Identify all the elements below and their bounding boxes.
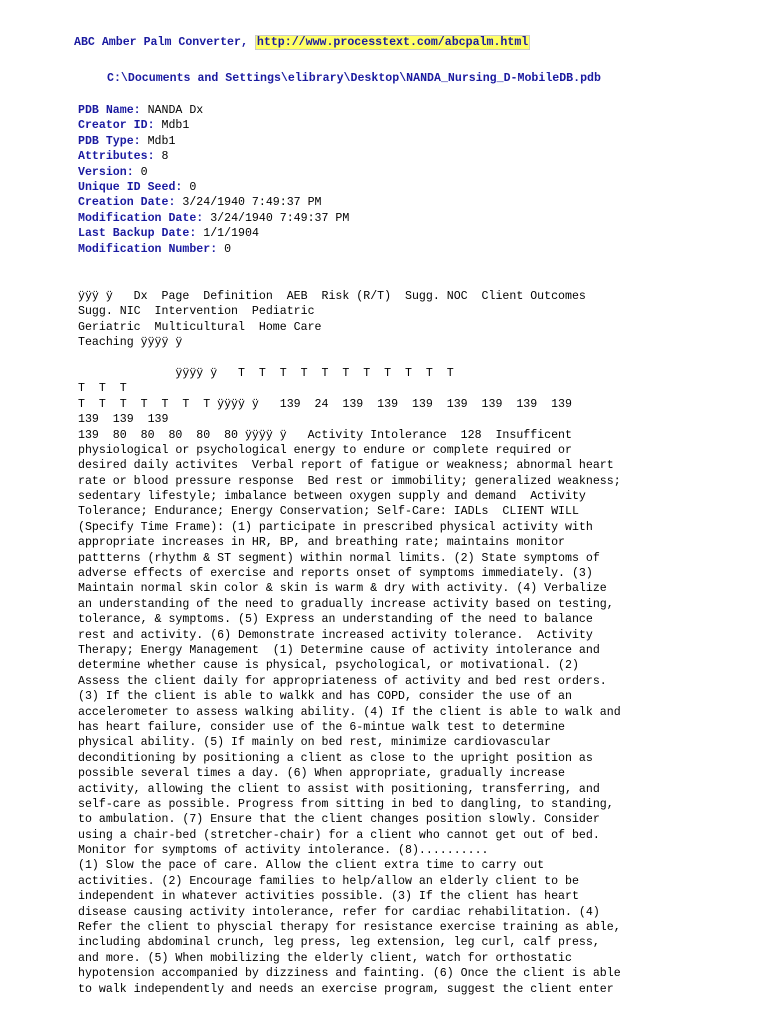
text-line: adverse effects of exercise and reports onset of symptoms immediately. (3) [78, 567, 593, 581]
text-line: appropriate increases in HR, BP, and breathing rate; maintains monitor [78, 536, 566, 550]
text-line: Therapy; Energy Management (1) Determine cause of activity intolerance and [78, 643, 600, 657]
metadata-value: 3/24/1940 7:49:37 PM [203, 211, 350, 225]
metadata-key: Modification Date: [78, 211, 204, 225]
text-line: (Specify Time Frame): (1) participate in prescribed physical activity with [78, 520, 593, 534]
metadata-row [78, 226, 349, 241]
metadata-row [78, 118, 349, 133]
text-line: determine whether cause is physical, psychological, or motivational. (2) [78, 659, 579, 673]
text-line: to walk independently and needs an exercise program, suggest the client enter [78, 982, 614, 996]
text-line: rate or blood pressure response Bed rest or immobility; generalized weakness; [78, 474, 621, 488]
text-line: ÿÿÿ ÿ Dx Page Definition AEB Risk (R/T) Sugg. NOC Client Outcomes [78, 290, 586, 303]
document-body [78, 289, 698, 997]
metadata-key: Modification Number: [78, 242, 218, 256]
metadata-key: Unique ID Seed: [78, 181, 183, 195]
text-line: pattterns (rhythm & ST segment) within normal limits. (2) State symptoms of [78, 551, 600, 565]
metadata-value: 3/24/1940 7:49:37 PM [175, 196, 322, 210]
text-line: desired daily activites Verbal report of fatigue or weakness; abnormal heart [78, 459, 614, 473]
metadata-row [78, 149, 349, 164]
text-line: Assess the client daily for appropriateness of activity and bed rest orders. [78, 674, 607, 688]
converter-title: ABC Amber Palm Converter, [74, 36, 255, 49]
text-line: using a chair-bed (stretcher-chair) for a client who cannot get out of bed. [78, 828, 600, 842]
metadata-row [78, 103, 349, 118]
text-line: including abdominal crunch, leg press, leg extension, leg curl, calf press, [78, 936, 600, 950]
text-line: T T T [78, 382, 127, 396]
metadata-key: Creation Date: [78, 196, 176, 210]
text-line: 139 139 139 [78, 413, 169, 427]
file-path: C:\Documents and Settings\elibrary\Desktop\NANDA_Nursing_D-MobileDB.pdb [107, 72, 601, 85]
metadata-key: Last Backup Date: [78, 227, 197, 241]
text-line: (3) If the client is able to walkk and has COPD, consider the use of an [78, 690, 572, 704]
metadata-value: 0 [217, 242, 232, 256]
text-line: self-care as possible. Progress from sitting in bed to dangling, to standing, [78, 797, 614, 811]
text-line: has heart failure, consider use of the 6-mintue walk test to determine [78, 720, 566, 734]
metadata-value: NANDA Dx [140, 104, 204, 117]
text-line: activity, allowing the client to assist with positioning, transferring, and [78, 782, 600, 796]
text-line: physical ability. (5) If mainly on bed rest, minimize cardiovascular [78, 736, 552, 750]
metadata-key: Version: [78, 165, 134, 179]
metadata-value: 0 [133, 165, 148, 179]
converter-link[interactable]: http://www.processtext.com/abcpalm.html [256, 36, 529, 49]
text-line: Monitor for symptoms of activity intolerance. (8).......... [78, 844, 489, 858]
metadata-row [78, 195, 349, 210]
metadata-value: Mdb1 [140, 134, 176, 148]
text-line: disease causing activity intolerance, refer for cardiac rehabilitation. (4) [78, 905, 600, 919]
pdb-metadata [78, 103, 349, 257]
text-line: Tolerance; Endurance; Energy Conservation; Self-Care: IADLs CLIENT WILL [78, 505, 579, 519]
text-line: independent in whatever activities possible. (3) If the client has heart [78, 890, 579, 904]
metadata-row [78, 211, 349, 226]
text-line: rest and activity. (6) Demonstrate increased activity tolerance. Activity [78, 628, 593, 642]
metadata-row [78, 242, 349, 257]
text-line: accelerometer to assess walking ability. (4) If the client is able to walk and [78, 705, 621, 719]
metadata-key: Attributes: [78, 150, 155, 164]
text-line: possible several times a day. (6) When appropriate, gradually increase [78, 767, 566, 781]
metadata-key: PDB Name: [78, 104, 141, 117]
metadata-value: 8 [154, 150, 169, 164]
metadata-value: 1/1/1904 [196, 227, 259, 241]
text-line: and more. (5) When mobilizing the elderly client, watch for orthostatic [78, 951, 572, 965]
metadata-key: PDB Type: [78, 134, 141, 148]
metadata-value: 0 [182, 181, 197, 195]
metadata-key: Creator ID: [78, 119, 155, 133]
converter-header [74, 36, 530, 49]
metadata-row [78, 165, 349, 180]
text-line: tolerance, & symptoms. (5) Express an understanding of the need to balance [78, 613, 593, 627]
text-line: hypotension accompanied by dizziness and fainting. (6) Once the client is able [78, 967, 621, 981]
text-line: Sugg. NIC Intervention Pediatric [78, 305, 315, 319]
text-line: Maintain normal skin color & skin is warm & dry with activity. (4) Verbalize [78, 582, 607, 596]
text-line: Teaching ÿÿÿÿ ÿ [78, 336, 183, 350]
text-line: (1) Slow the pace of care. Allow the client extra time to carry out [78, 859, 545, 873]
text-line [78, 351, 698, 366]
text-line: deconditioning by positioning a client as close to the upright position as [78, 751, 593, 765]
text-line: to ambulation. (7) Ensure that the client changes position slowly. Consider [78, 813, 600, 827]
text-line: 139 80 80 80 80 80 ÿÿÿÿ ÿ Activity Intolerance 128 Insufficent [78, 428, 572, 442]
text-line: ÿÿÿÿ ÿ T T T T T T T T T T T [78, 366, 454, 380]
text-line: activities. (2) Encourage families to help/allow an elderly client to be [78, 874, 579, 888]
text-line: Refer the client to physcial therapy for resistance exercise training as able, [78, 921, 621, 935]
text-line: T T T T T T T ÿÿÿÿ ÿ 139 24 139 139 139 139 139 139 139 [78, 397, 572, 411]
metadata-row [78, 134, 349, 149]
text-line: an understanding of the need to gradually increase activity based on testing, [78, 597, 614, 611]
metadata-row [78, 180, 349, 195]
text-line: Geriatric Multicultural Home Care [78, 320, 322, 334]
text-line: physiological or psychological energy to endure or complete required or [78, 443, 572, 457]
metadata-value: Mdb1 [154, 119, 190, 133]
text-line: sedentary lifestyle; imbalance between oxygen supply and demand Activity [78, 490, 586, 504]
